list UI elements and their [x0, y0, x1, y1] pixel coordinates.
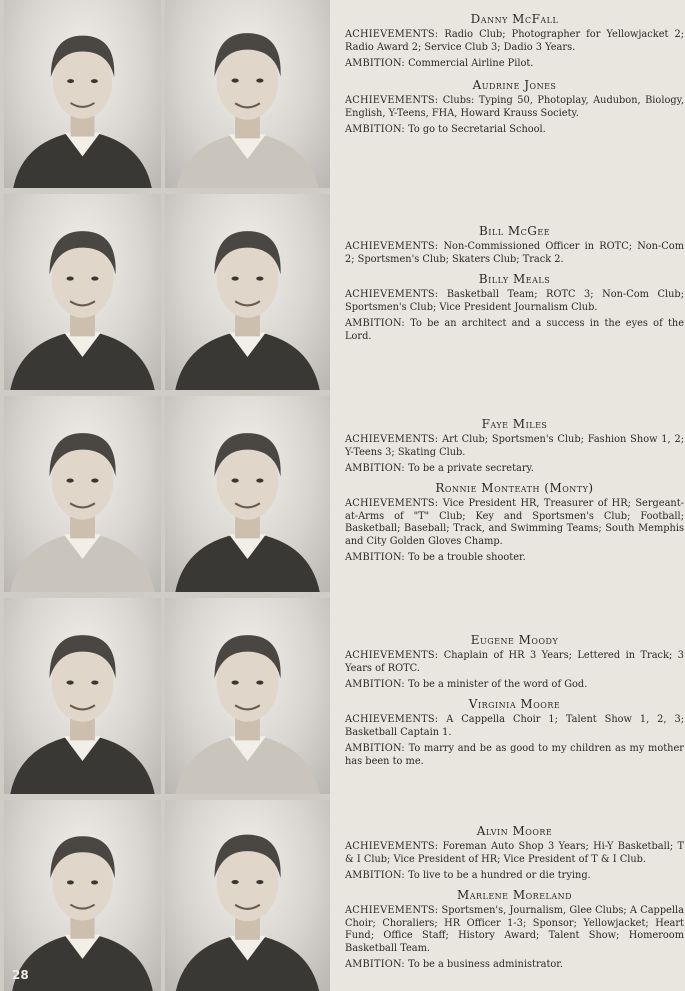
achievements-label: ACHIEVEMENTS: — [345, 650, 439, 661]
portrait-silhouette — [4, 598, 161, 794]
achievements-label: ACHIEVEMENTS: — [345, 498, 439, 509]
ambition-label: AMBITION: — [345, 124, 405, 136]
student-entry — [345, 272, 684, 347]
student-entry — [345, 888, 684, 976]
student-entry — [345, 697, 684, 772]
achievements-label: ACHIEVEMENTS: — [345, 241, 439, 252]
student-name: Alvin Moore — [476, 824, 553, 838]
portrait-photo — [165, 396, 330, 592]
student-name: Eugene Moody — [470, 633, 559, 647]
ambition-text: To be a business administrator. — [408, 959, 564, 971]
student-name: Danny McFall — [470, 12, 559, 26]
portrait-photo — [165, 800, 330, 991]
ambition-label: AMBITION: — [345, 870, 405, 882]
ambition-text: To be a minister of the word of God. — [408, 679, 588, 691]
student-entry — [345, 78, 684, 141]
achievements-text: Non-Commissioned Officer in ROTC; Non-Com 2; Sportsmen's Club; Skaters Club; Track 2. — [345, 241, 684, 265]
ambition-text: To be a trouble shooter. — [408, 552, 526, 564]
student-name: Virginia Moore — [468, 697, 561, 711]
achievements-label: ACHIEVEMENTS: — [345, 841, 439, 852]
ambition-label: AMBITION: — [345, 959, 405, 971]
achievements-label: ACHIEVEMENTS: — [345, 95, 439, 106]
student-name: Billy Meals — [478, 272, 551, 286]
portrait-silhouette — [165, 194, 330, 390]
achievements-text: Clubs: Typing 50, Photoplay, Audubon, Biology, English, Y-Teens, FHA, Howard Krauss Society. — [345, 95, 684, 119]
portrait-silhouette — [4, 396, 161, 592]
student-entry — [345, 417, 684, 480]
achievements-text: A Cappella Choir 1; Talent Show 1, 2, 3; Basketball Captain 1. — [345, 714, 684, 738]
student-name: Marlene Moreland — [456, 888, 573, 902]
achievements-text: Foreman Auto Shop 3 Years; Hi-Y Basketball; T & I Club; Vice President of HR; Vice President of T & I Club. — [345, 841, 684, 865]
achievements-text: Sportsmen's, Journalism, Glee Clubs; A Cappella Choir; Choraliers; HR Officer 1-3; Sponsor; Yellowjacket; Heart Fund; Office Staff; History Award; Talent Show; Homeroom Basketball Team. — [345, 905, 684, 954]
achievements-label: ACHIEVEMENTS: — [345, 714, 439, 725]
ambition-label: AMBITION: — [345, 318, 405, 330]
achievements-label: ACHIEVEMENTS: — [345, 434, 439, 445]
page-number: 28 — [12, 968, 29, 982]
portrait-silhouette — [165, 598, 330, 794]
portrait-photo — [165, 194, 330, 390]
achievements-text: Basketball Team; ROTC 3; Non-Com Club; Sportsmen's Club; Vice President Journalism Club. — [345, 289, 684, 313]
achievements-text: Art Club; Sportsmen's Club; Fashion Show 1, 2; Y-Teens 3; Skating Club. — [345, 434, 684, 458]
portrait-photo — [4, 194, 161, 390]
ambition-label: AMBITION: — [345, 743, 405, 755]
student-entry — [345, 12, 684, 75]
student-entry — [345, 824, 684, 887]
achievements-label: ACHIEVEMENTS: — [345, 29, 439, 40]
portrait-photo — [4, 0, 161, 188]
portrait-photo — [165, 598, 330, 794]
portrait-silhouette — [165, 396, 330, 592]
portrait-photo — [4, 396, 161, 592]
portrait-photo — [4, 800, 161, 991]
achievements-text: Radio Club; Photographer for Yellowjacket 2; Radio Award 2; Service Club 3; Dadio 3 Years. — [345, 29, 684, 53]
portrait-photo — [4, 598, 161, 794]
ambition-label: AMBITION: — [345, 552, 405, 564]
portrait-silhouette — [165, 0, 330, 188]
student-name: Ronnie Monteath (Monty) — [435, 481, 594, 495]
achievements-text: Vice President HR, Treasurer of HR; Sergeant-at-Arms of "T" Club; Key and Sportsmen's Club; Football; Basketball; Baseball; Track, and Swimming Teams; South Memphis and City Golden Gloves Champ. — [345, 498, 684, 547]
achievements-text: Chaplain of HR 3 Years; Lettered in Track; 3 Years of ROTC. — [345, 650, 684, 674]
achievements-label: ACHIEVEMENTS: — [345, 289, 439, 300]
student-entry — [345, 633, 684, 696]
student-name: Faye Miles — [481, 417, 548, 431]
student-name: Bill McGee — [478, 224, 551, 238]
student-entry — [345, 224, 684, 270]
ambition-text: To go to Secretarial School. — [408, 124, 546, 136]
ambition-label: AMBITION: — [345, 58, 405, 70]
ambition-label: AMBITION: — [345, 679, 405, 691]
ambition-label: AMBITION: — [345, 463, 405, 475]
achievements-label: ACHIEVEMENTS: — [345, 905, 439, 916]
portrait-silhouette — [4, 800, 161, 991]
portrait-silhouette — [4, 0, 161, 188]
portrait-photo-grid — [0, 0, 330, 991]
portrait-silhouette — [165, 800, 330, 991]
student-entry — [345, 481, 684, 569]
ambition-text: To marry and be as good to my children as my mother has been to me. — [345, 743, 684, 767]
portrait-silhouette — [4, 194, 161, 390]
ambition-text: Commercial Airline Pilot. — [408, 58, 534, 70]
student-name: Audrine Jones — [472, 78, 557, 92]
ambition-text: To be an architect and a success in the eyes of the Lord. — [345, 318, 684, 342]
portrait-photo — [165, 0, 330, 188]
ambition-text: To live to be a hundred or die trying. — [408, 870, 591, 882]
ambition-text: To be a private secretary. — [408, 463, 534, 475]
